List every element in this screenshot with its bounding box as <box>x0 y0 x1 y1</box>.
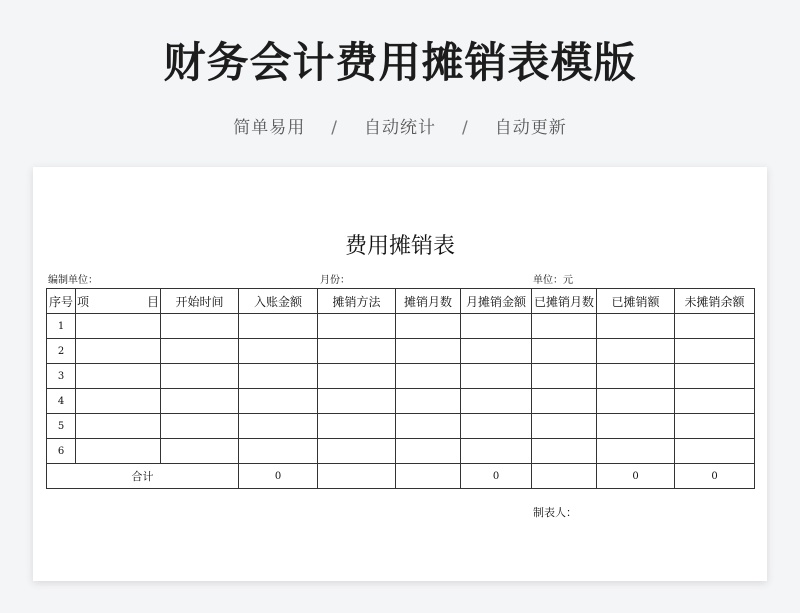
header-done-months: 已摊销月数 <box>532 289 597 314</box>
table-cell[interactable] <box>161 314 239 339</box>
page-title: 财务会计费用摊销表模版 <box>163 38 637 87</box>
table-cell[interactable] <box>239 339 318 364</box>
table-cell[interactable] <box>396 364 461 389</box>
row-seq: 6 <box>47 439 76 464</box>
table-cell[interactable] <box>239 389 318 414</box>
table-cell[interactable] <box>318 314 396 339</box>
table-cell[interactable] <box>597 414 675 439</box>
table-cell[interactable] <box>161 414 239 439</box>
table-cell[interactable] <box>532 439 597 464</box>
table-cell[interactable] <box>532 339 597 364</box>
header-row <box>47 289 755 314</box>
table-cell[interactable] <box>76 389 161 414</box>
unit-label: 编制单位： <box>48 275 98 286</box>
sheet-title: 费用摊销表 <box>344 234 455 259</box>
table-cell[interactable] <box>239 439 318 464</box>
month-label: 月份： <box>320 275 350 286</box>
table-cell[interactable] <box>675 364 755 389</box>
row-seq: 4 <box>47 389 76 414</box>
table-cell[interactable] <box>675 414 755 439</box>
row-seq: 2 <box>47 339 76 364</box>
table-cell[interactable] <box>597 389 675 414</box>
total-cell <box>396 464 461 489</box>
table-cell[interactable] <box>461 389 532 414</box>
table-cell[interactable] <box>76 364 161 389</box>
table-row <box>47 389 755 414</box>
table-cell[interactable] <box>675 339 755 364</box>
table-cell[interactable] <box>318 414 396 439</box>
table-cell[interactable] <box>318 364 396 389</box>
row-seq: 1 <box>47 314 76 339</box>
tag-separator: / <box>331 118 338 138</box>
table-cell[interactable] <box>675 439 755 464</box>
table-cell[interactable] <box>461 339 532 364</box>
total-monthly-amount: 0 <box>461 464 532 489</box>
tag-separator: / <box>462 118 469 138</box>
table-cell[interactable] <box>76 439 161 464</box>
table-cell[interactable] <box>461 314 532 339</box>
table-cell[interactable] <box>532 314 597 339</box>
table-cell[interactable] <box>76 339 161 364</box>
total-cell <box>318 464 396 489</box>
table-cell[interactable] <box>161 389 239 414</box>
table-cell[interactable] <box>396 439 461 464</box>
table-row <box>47 364 755 389</box>
table-cell[interactable] <box>396 339 461 364</box>
header-item-left: 项 <box>77 294 90 309</box>
amortization-table <box>46 288 755 489</box>
table-cell[interactable] <box>239 314 318 339</box>
table-row <box>47 439 755 464</box>
table-cell[interactable] <box>161 439 239 464</box>
table-cell[interactable] <box>76 314 161 339</box>
header-remaining: 未摊销余额 <box>675 289 755 314</box>
document-sheet <box>33 167 767 581</box>
header-seq: 序号 <box>47 289 76 314</box>
total-label: 合计 <box>47 464 239 489</box>
table-cell[interactable] <box>461 439 532 464</box>
table-cell[interactable] <box>675 389 755 414</box>
tag-auto-update: 自动更新 <box>494 118 567 138</box>
header-method: 摊销方法 <box>318 289 396 314</box>
table-cell[interactable] <box>597 339 675 364</box>
feature-tags <box>0 113 800 138</box>
table-cell[interactable] <box>461 414 532 439</box>
header-item <box>76 289 161 314</box>
header-months: 摊销月数 <box>396 289 461 314</box>
header-monthly-amount: 月摊销金额 <box>461 289 532 314</box>
table-cell[interactable] <box>239 414 318 439</box>
table-row <box>47 339 755 364</box>
tag-auto-stats: 自动统计 <box>364 118 436 138</box>
row-seq: 3 <box>47 364 76 389</box>
total-done-amount: 0 <box>597 464 675 489</box>
header-done-amount: 已摊销额 <box>597 289 675 314</box>
table-cell[interactable] <box>396 414 461 439</box>
table-cell[interactable] <box>161 339 239 364</box>
header-item-right: 目 <box>146 294 159 309</box>
table-cell[interactable] <box>461 364 532 389</box>
table-row <box>47 314 755 339</box>
total-entry-amount: 0 <box>239 464 318 489</box>
currency-label: 单位：元 <box>533 275 573 286</box>
table-cell[interactable] <box>597 364 675 389</box>
total-row <box>47 464 755 489</box>
table-cell[interactable] <box>597 439 675 464</box>
table-cell[interactable] <box>532 414 597 439</box>
table-row <box>47 414 755 439</box>
table-cell[interactable] <box>76 414 161 439</box>
row-seq: 5 <box>47 414 76 439</box>
table-cell[interactable] <box>239 364 318 389</box>
table-cell[interactable] <box>396 389 461 414</box>
total-cell <box>532 464 597 489</box>
table-cell[interactable] <box>161 364 239 389</box>
table-cell[interactable] <box>396 314 461 339</box>
table-cell[interactable] <box>675 314 755 339</box>
table-cell[interactable] <box>318 389 396 414</box>
table-cell[interactable] <box>532 389 597 414</box>
maker-label: 制表人： <box>533 506 577 519</box>
table-cell[interactable] <box>318 439 396 464</box>
tag-easy: 简单易用 <box>233 118 306 138</box>
header-start-time: 开始时间 <box>161 289 239 314</box>
header-entry-amount: 入账金额 <box>239 289 318 314</box>
table-cell[interactable] <box>597 314 675 339</box>
table-cell[interactable] <box>532 364 597 389</box>
total-remaining: 0 <box>675 464 755 489</box>
table-cell[interactable] <box>318 339 396 364</box>
